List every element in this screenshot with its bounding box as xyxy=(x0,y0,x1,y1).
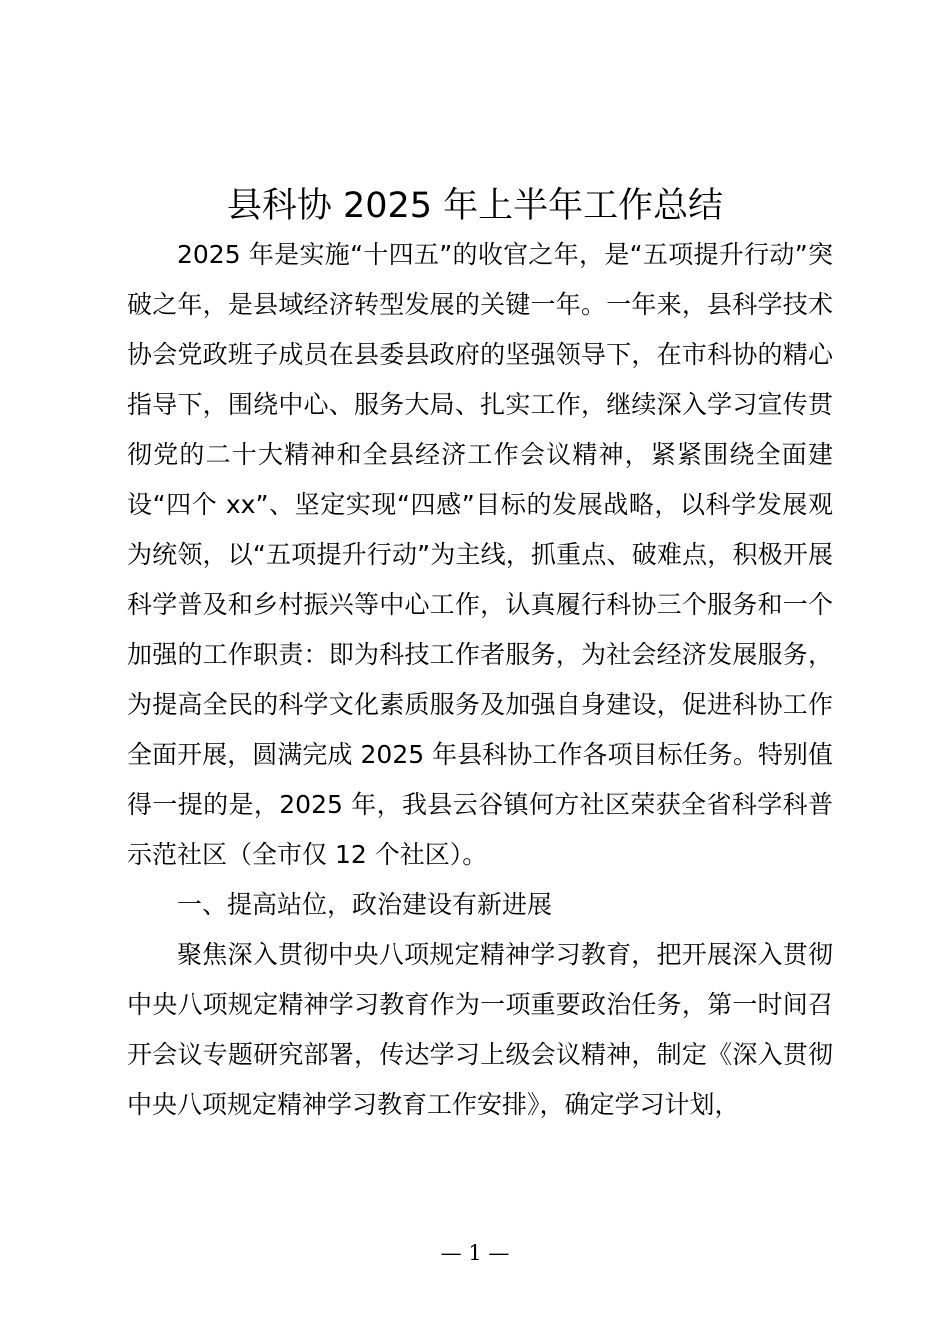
page-number: — 1 — xyxy=(440,1241,510,1265)
section-paragraph: 聚焦深入贯彻中央八项规定精神学习教育，把开展深入贯彻中央八项规定精神学习教育作为一项重要政治任务，第一时间召开会议专题研究部署，传达学习上级会议精神，制定《深入贯彻中央八项规定精神学习教育工作安排》，确定学习计划， xyxy=(127,940,833,1119)
document-title: 县科协 2025 年上半年工作总结 xyxy=(226,186,724,226)
section-heading: 一、提高站位，政治建设有新进展 xyxy=(177,890,553,919)
document-body xyxy=(127,230,833,1130)
intro-paragraph: 2025 年是实施“十四五”的收官之年，是“五项提升行动”突破之年，是县域经济转型发展的关键一年。一年来，县科学技术协会党政班子成员在县委县政府的坚强领导下，在市科协的精心指导下，围绕中心、服务大局、扎实工作，继续深入学习宣传贯彻党的二十大精神和全县经济工作会议精神，紧紧围绕全面建设“四个 xx”、坚定实现“四感”目标的发展战略，以科学发展观为统领，以“五项提升行动”为主线，抓重点、破难点，积极开展科学普及和乡村振兴等中心工作，认真履行科协三个服务和一个加强的工作职责：即为科技工作者服务，为社会经济发展服务，为提高全民的科学文化素质服务及加强自身建设，促进科协工作全面开展，圆满完成 2025 年县科协工作各项目标任务。特别值得一提的是，2025 年，我县云谷镇何方社区荣获全省科学科普示范社区（全市仅 12 个社区）。 xyxy=(127,240,833,869)
